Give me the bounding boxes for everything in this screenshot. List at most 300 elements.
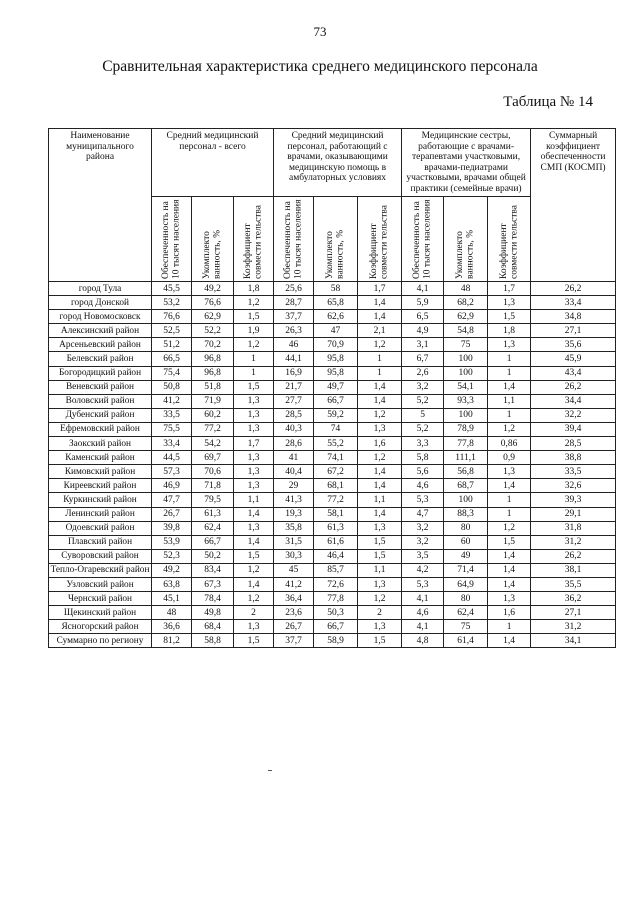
value-cell: 1 xyxy=(488,366,531,380)
value-cell: 0,86 xyxy=(488,437,531,451)
value-cell: 46,4 xyxy=(314,549,358,563)
table-row xyxy=(49,338,616,352)
value-cell: 35,6 xyxy=(531,338,616,352)
value-cell: 1,3 xyxy=(234,422,274,436)
value-cell: 63,8 xyxy=(152,577,192,591)
value-cell: 45,9 xyxy=(531,352,616,366)
value-cell: 56,8 xyxy=(444,465,488,479)
value-cell: 51,8 xyxy=(192,380,234,394)
value-cell: 52,5 xyxy=(152,324,192,338)
value-cell: 41,3 xyxy=(274,493,314,507)
value-cell: 4,1 xyxy=(402,282,444,296)
value-cell: 1 xyxy=(488,620,531,634)
value-cell: 27,1 xyxy=(531,606,616,620)
value-cell: 27,7 xyxy=(274,394,314,408)
value-cell: 27,1 xyxy=(531,324,616,338)
table-row xyxy=(49,394,616,408)
value-cell: 96,8 xyxy=(192,352,234,366)
value-cell: 1,5 xyxy=(488,310,531,324)
table-body xyxy=(49,282,616,648)
table-row xyxy=(49,324,616,338)
table-row xyxy=(49,549,616,563)
table-row xyxy=(49,408,616,422)
table-row xyxy=(49,422,616,436)
value-cell: 28,7 xyxy=(274,296,314,310)
value-cell: 35,8 xyxy=(274,521,314,535)
value-cell: 52,3 xyxy=(152,549,192,563)
subheader-staffing: Укомплекто ванность, % xyxy=(192,197,234,282)
value-cell: 26,2 xyxy=(531,380,616,394)
district-name-cell: Плавский район xyxy=(49,535,152,549)
value-cell: 29,1 xyxy=(531,507,616,521)
value-cell: 26,2 xyxy=(531,282,616,296)
value-cell: 5,2 xyxy=(402,422,444,436)
value-cell: 78,9 xyxy=(444,422,488,436)
value-cell: 38,8 xyxy=(531,451,616,465)
value-cell: 1,4 xyxy=(358,310,402,324)
value-cell: 46 xyxy=(274,338,314,352)
table-row xyxy=(49,592,616,606)
district-name-cell: Чернский район xyxy=(49,592,152,606)
value-cell: 46,9 xyxy=(152,479,192,493)
value-cell: 1,2 xyxy=(488,422,531,436)
value-cell: 33,5 xyxy=(152,408,192,422)
table-row xyxy=(49,535,616,549)
value-cell: 77,8 xyxy=(444,437,488,451)
value-cell: 2 xyxy=(358,606,402,620)
subheader-staffing: Укомплекто ванность, % xyxy=(314,197,358,282)
value-cell: 61,3 xyxy=(192,507,234,521)
value-cell: 28,6 xyxy=(274,437,314,451)
value-cell: 1,4 xyxy=(234,507,274,521)
value-cell: 50,3 xyxy=(314,606,358,620)
subheader-coefficient: Коэффициент совмести тельства xyxy=(234,197,274,282)
value-cell: 100 xyxy=(444,352,488,366)
value-cell: 33,4 xyxy=(152,437,192,451)
value-cell: 76,6 xyxy=(152,310,192,324)
value-cell: 1 xyxy=(488,408,531,422)
value-cell: 1,2 xyxy=(358,408,402,422)
district-name-cell: Арсеньевский район xyxy=(49,338,152,352)
value-cell: 45 xyxy=(274,563,314,577)
value-cell: 72,6 xyxy=(314,577,358,591)
value-cell: 96,8 xyxy=(192,366,234,380)
value-cell: 4,7 xyxy=(402,507,444,521)
value-cell: 50,8 xyxy=(152,380,192,394)
value-cell: 100 xyxy=(444,493,488,507)
header-total-coefficient: Суммарный коэффициент обеспеченности СМП (КОСМП) xyxy=(531,129,616,282)
value-cell: 39,4 xyxy=(531,422,616,436)
value-cell: 1,1 xyxy=(358,493,402,507)
district-name-cell: Ефремовский район xyxy=(49,422,152,436)
value-cell: 95,8 xyxy=(314,366,358,380)
value-cell: 61,6 xyxy=(314,535,358,549)
value-cell: 39,8 xyxy=(152,521,192,535)
value-cell: 95,8 xyxy=(314,352,358,366)
table-row xyxy=(49,577,616,591)
value-cell: 36,4 xyxy=(274,592,314,606)
value-cell: 62,6 xyxy=(314,310,358,324)
table-row xyxy=(49,352,616,366)
value-cell: 49,8 xyxy=(192,606,234,620)
value-cell: 60 xyxy=(444,535,488,549)
subheader-supply: Обеспеченность на 10 тысяч населения xyxy=(274,197,314,282)
value-cell: 2,1 xyxy=(358,324,402,338)
table-row xyxy=(49,606,616,620)
value-cell: 1,4 xyxy=(358,380,402,394)
value-cell: 1,3 xyxy=(358,422,402,436)
value-cell: 1,9 xyxy=(234,324,274,338)
value-cell: 6,5 xyxy=(402,310,444,324)
value-cell: 1,3 xyxy=(234,479,274,493)
value-cell: 3,1 xyxy=(402,338,444,352)
header-group-outpatient-staff: Средний медицинский персонал, работающий с врачами, оказывающими медицинскую помощь в амбулаторных условиях xyxy=(274,129,402,197)
value-cell: 66,7 xyxy=(314,394,358,408)
value-cell: 47 xyxy=(314,324,358,338)
value-cell: 69,7 xyxy=(192,451,234,465)
value-cell: 77,2 xyxy=(192,422,234,436)
value-cell: 1,3 xyxy=(234,465,274,479)
district-name-cell: Заокский район xyxy=(49,437,152,451)
value-cell: 71,9 xyxy=(192,394,234,408)
value-cell: 1,3 xyxy=(234,521,274,535)
value-cell: 1,1 xyxy=(234,493,274,507)
district-name-cell: город Новомосковск xyxy=(49,310,152,324)
value-cell: 61,3 xyxy=(314,521,358,535)
value-cell: 111,1 xyxy=(444,451,488,465)
value-cell: 53,2 xyxy=(152,296,192,310)
value-cell: 1,5 xyxy=(358,634,402,648)
value-cell: 1,4 xyxy=(488,380,531,394)
value-cell: 3,3 xyxy=(402,437,444,451)
value-cell: 28,5 xyxy=(274,408,314,422)
value-cell: 1 xyxy=(358,366,402,380)
value-cell: 41 xyxy=(274,451,314,465)
value-cell: 2 xyxy=(234,606,274,620)
district-name-cell: Белевский район xyxy=(49,352,152,366)
value-cell: 1,4 xyxy=(488,563,531,577)
value-cell: 4,6 xyxy=(402,606,444,620)
value-cell: 62,9 xyxy=(192,310,234,324)
value-cell: 53,9 xyxy=(152,535,192,549)
value-cell: 75 xyxy=(444,338,488,352)
subheader-supply: Обеспеченность на 10 тысяч населения xyxy=(402,197,444,282)
value-cell: 34,4 xyxy=(531,394,616,408)
table-row xyxy=(49,282,616,296)
value-cell: 3,2 xyxy=(402,380,444,394)
district-name-cell: Куркинский район xyxy=(49,493,152,507)
value-cell: 1,5 xyxy=(234,380,274,394)
value-cell: 1,6 xyxy=(358,437,402,451)
value-cell: 37,7 xyxy=(274,634,314,648)
value-cell: 1,8 xyxy=(234,282,274,296)
value-cell: 1,4 xyxy=(358,465,402,479)
subheader-coefficient: Коэффициент совмести тельства xyxy=(358,197,402,282)
value-cell: 29 xyxy=(274,479,314,493)
value-cell: 71,4 xyxy=(444,563,488,577)
header-district: Наименование муниципального района xyxy=(49,129,152,282)
value-cell: 66,7 xyxy=(314,620,358,634)
value-cell: 47,7 xyxy=(152,493,192,507)
district-name-cell: Богородицкий район xyxy=(49,366,152,380)
value-cell: 1,1 xyxy=(358,563,402,577)
value-cell: 33,4 xyxy=(531,296,616,310)
value-cell: 4,2 xyxy=(402,563,444,577)
value-cell: 32,6 xyxy=(531,479,616,493)
value-cell: 48 xyxy=(152,606,192,620)
table-row xyxy=(49,507,616,521)
value-cell: 93,3 xyxy=(444,394,488,408)
value-cell: 45,1 xyxy=(152,592,192,606)
value-cell: 1,4 xyxy=(234,535,274,549)
value-cell: 1,3 xyxy=(234,408,274,422)
value-cell: 64,9 xyxy=(444,577,488,591)
value-cell: 5,8 xyxy=(402,451,444,465)
value-cell: 49,2 xyxy=(192,282,234,296)
value-cell: 61,4 xyxy=(444,634,488,648)
footer-mark xyxy=(268,770,272,771)
value-cell: 68,7 xyxy=(444,479,488,493)
value-cell: 31,2 xyxy=(531,535,616,549)
value-cell: 4,6 xyxy=(402,479,444,493)
value-cell: 1,8 xyxy=(488,324,531,338)
value-cell: 49,7 xyxy=(314,380,358,394)
district-name-cell: Алексинский район xyxy=(49,324,152,338)
value-cell: 4,1 xyxy=(402,592,444,606)
value-cell: 41,2 xyxy=(152,394,192,408)
document-title: Сравнительная характеристика среднего медицинского персонала xyxy=(102,58,538,75)
value-cell: 0,9 xyxy=(488,451,531,465)
value-cell: 62,9 xyxy=(444,310,488,324)
value-cell: 80 xyxy=(444,592,488,606)
district-name-cell: Кимовский район xyxy=(49,465,152,479)
value-cell: 1,2 xyxy=(234,563,274,577)
value-cell: 1,2 xyxy=(358,451,402,465)
value-cell: 5,9 xyxy=(402,296,444,310)
value-cell: 1,3 xyxy=(358,577,402,591)
value-cell: 32,2 xyxy=(531,408,616,422)
value-cell: 34,1 xyxy=(531,634,616,648)
value-cell: 58,1 xyxy=(314,507,358,521)
value-cell: 54,2 xyxy=(192,437,234,451)
value-cell: 54,8 xyxy=(444,324,488,338)
value-cell: 44,1 xyxy=(274,352,314,366)
district-name-cell: Узловский район xyxy=(49,577,152,591)
value-cell: 44,5 xyxy=(152,451,192,465)
value-cell: 1,4 xyxy=(488,549,531,563)
table-row xyxy=(49,479,616,493)
value-cell: 54,1 xyxy=(444,380,488,394)
header-group-total-staff: Средний медицинский персонал - всего xyxy=(152,129,274,197)
value-cell: 83,4 xyxy=(192,563,234,577)
value-cell: 1,3 xyxy=(358,521,402,535)
value-cell: 1,4 xyxy=(488,577,531,591)
value-cell: 5,3 xyxy=(402,493,444,507)
value-cell: 75,5 xyxy=(152,422,192,436)
table-row xyxy=(49,465,616,479)
value-cell: 33,5 xyxy=(531,465,616,479)
table-row xyxy=(49,620,616,634)
value-cell: 100 xyxy=(444,366,488,380)
table-row xyxy=(49,366,616,380)
value-cell: 58 xyxy=(314,282,358,296)
value-cell: 3,2 xyxy=(402,535,444,549)
value-cell: 1,7 xyxy=(488,282,531,296)
value-cell: 19,3 xyxy=(274,507,314,521)
value-cell: 3,2 xyxy=(402,521,444,535)
header-group-nurses: Медицинские сестры, работающие с врачами-терапевтами участковыми, врачами-педиатрами участковыми, врачами общей практики (семейные врачи) xyxy=(402,129,531,197)
value-cell: 70,6 xyxy=(192,465,234,479)
value-cell: 3,5 xyxy=(402,549,444,563)
district-name-cell: Одоевский район xyxy=(49,521,152,535)
value-cell: 1,2 xyxy=(358,592,402,606)
value-cell: 58,9 xyxy=(314,634,358,648)
value-cell: 1 xyxy=(488,493,531,507)
value-cell: 74 xyxy=(314,422,358,436)
value-cell: 66,7 xyxy=(192,535,234,549)
value-cell: 26,2 xyxy=(531,549,616,563)
district-name-cell: Тепло-Огаревский район xyxy=(49,563,152,577)
value-cell: 1,3 xyxy=(234,620,274,634)
value-cell: 1,6 xyxy=(488,606,531,620)
value-cell: 1 xyxy=(234,366,274,380)
value-cell: 37,7 xyxy=(274,310,314,324)
value-cell: 31,2 xyxy=(531,620,616,634)
value-cell: 5,6 xyxy=(402,465,444,479)
value-cell: 65,8 xyxy=(314,296,358,310)
value-cell: 77,8 xyxy=(314,592,358,606)
value-cell: 39,3 xyxy=(531,493,616,507)
value-cell: 1,4 xyxy=(488,634,531,648)
value-cell: 41,2 xyxy=(274,577,314,591)
value-cell: 31,8 xyxy=(531,521,616,535)
value-cell: 60,2 xyxy=(192,408,234,422)
value-cell: 1,3 xyxy=(234,451,274,465)
value-cell: 5,3 xyxy=(402,577,444,591)
value-cell: 5 xyxy=(402,408,444,422)
value-cell: 1,4 xyxy=(488,479,531,493)
table-row xyxy=(49,310,616,324)
value-cell: 62,4 xyxy=(444,606,488,620)
table-row xyxy=(49,437,616,451)
value-cell: 52,2 xyxy=(192,324,234,338)
value-cell: 51,2 xyxy=(152,338,192,352)
value-cell: 1,3 xyxy=(358,620,402,634)
district-name-cell: Суммарно по региону xyxy=(49,634,152,648)
district-name-cell: Веневский район xyxy=(49,380,152,394)
table-label: Таблица № 14 xyxy=(503,94,593,110)
value-cell: 1,3 xyxy=(488,592,531,606)
value-cell: 1,5 xyxy=(358,549,402,563)
value-cell: 1,2 xyxy=(358,338,402,352)
value-cell: 78,4 xyxy=(192,592,234,606)
value-cell: 1,1 xyxy=(488,394,531,408)
value-cell: 62,4 xyxy=(192,521,234,535)
value-cell: 16,9 xyxy=(274,366,314,380)
district-name-cell: Дубенский район xyxy=(49,408,152,422)
value-cell: 1,5 xyxy=(234,549,274,563)
value-cell: 31,5 xyxy=(274,535,314,549)
value-cell: 1 xyxy=(488,507,531,521)
value-cell: 5,2 xyxy=(402,394,444,408)
value-cell: 45,5 xyxy=(152,282,192,296)
table-row xyxy=(49,563,616,577)
value-cell: 1,5 xyxy=(234,634,274,648)
value-cell: 1,7 xyxy=(358,282,402,296)
value-cell: 36,2 xyxy=(531,592,616,606)
value-cell: 4,8 xyxy=(402,634,444,648)
value-cell: 68,2 xyxy=(444,296,488,310)
value-cell: 77,2 xyxy=(314,493,358,507)
value-cell: 6,7 xyxy=(402,352,444,366)
subheader-staffing: Укомплекто ванность, % xyxy=(444,197,488,282)
value-cell: 1,4 xyxy=(358,479,402,493)
page-number: 73 xyxy=(313,24,327,39)
value-cell: 26,7 xyxy=(152,507,192,521)
value-cell: 80 xyxy=(444,521,488,535)
value-cell: 1,4 xyxy=(358,296,402,310)
subheader-coefficient: Коэффициент совмести тельства xyxy=(488,197,531,282)
value-cell: 2,6 xyxy=(402,366,444,380)
value-cell: 68,4 xyxy=(192,620,234,634)
table-row xyxy=(49,521,616,535)
value-cell: 55,2 xyxy=(314,437,358,451)
value-cell: 28,5 xyxy=(531,437,616,451)
value-cell: 4,1 xyxy=(402,620,444,634)
value-cell: 1 xyxy=(488,352,531,366)
value-cell: 43,4 xyxy=(531,366,616,380)
value-cell: 1,3 xyxy=(488,296,531,310)
value-cell: 75,4 xyxy=(152,366,192,380)
value-cell: 25,6 xyxy=(274,282,314,296)
value-cell: 35,5 xyxy=(531,577,616,591)
value-cell: 23,6 xyxy=(274,606,314,620)
value-cell: 1,3 xyxy=(234,394,274,408)
value-cell: 85,7 xyxy=(314,563,358,577)
value-cell: 100 xyxy=(444,408,488,422)
value-cell: 38,1 xyxy=(531,563,616,577)
value-cell: 1,2 xyxy=(234,338,274,352)
district-name-cell: Ленинский район xyxy=(49,507,152,521)
value-cell: 49,2 xyxy=(152,563,192,577)
district-name-cell: Ясногорский район xyxy=(49,620,152,634)
value-cell: 1,3 xyxy=(488,465,531,479)
value-cell: 21,7 xyxy=(274,380,314,394)
value-cell: 1,4 xyxy=(358,394,402,408)
value-cell: 71,8 xyxy=(192,479,234,493)
value-cell: 1,2 xyxy=(234,296,274,310)
value-cell: 50,2 xyxy=(192,549,234,563)
value-cell: 26,7 xyxy=(274,620,314,634)
value-cell: 57,3 xyxy=(152,465,192,479)
table-row xyxy=(49,634,616,648)
district-name-cell: Воловский район xyxy=(49,394,152,408)
value-cell: 1,4 xyxy=(358,507,402,521)
value-cell: 76,6 xyxy=(192,296,234,310)
district-name-cell: Суворовский район xyxy=(49,549,152,563)
value-cell: 1,3 xyxy=(488,338,531,352)
district-name-cell: Киреевский район xyxy=(49,479,152,493)
value-cell: 59,2 xyxy=(314,408,358,422)
value-cell: 67,3 xyxy=(192,577,234,591)
district-name-cell: город Тула xyxy=(49,282,152,296)
value-cell: 58,8 xyxy=(192,634,234,648)
table-row xyxy=(49,451,616,465)
value-cell: 79,5 xyxy=(192,493,234,507)
value-cell: 1,4 xyxy=(234,577,274,591)
district-name-cell: Каменский район xyxy=(49,451,152,465)
value-cell: 88,3 xyxy=(444,507,488,521)
